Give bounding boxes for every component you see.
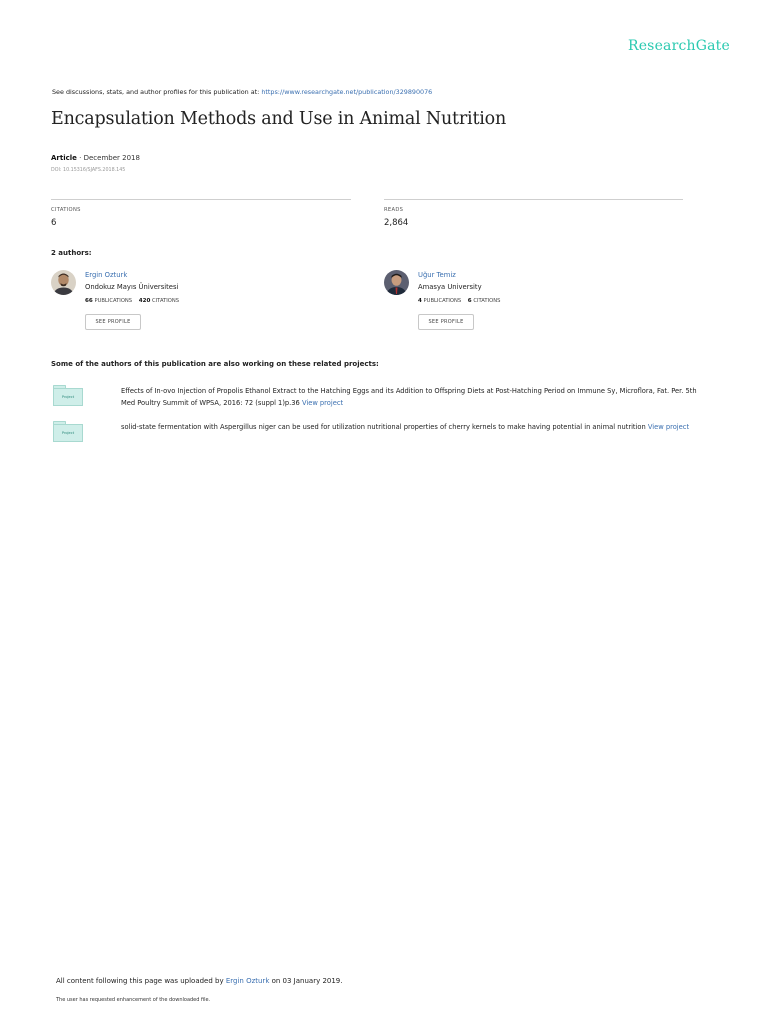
reads-divider: [384, 199, 683, 200]
author-citations-label: CITATIONS: [150, 298, 180, 304]
reads-label: READS: [384, 207, 404, 213]
publication-meta: [51, 154, 140, 162]
enhancement-note: The user has requested enhancement of the downloaded file.: [56, 997, 211, 1003]
reads-count: 2,864: [384, 218, 409, 228]
researchgate-logo[interactable]: ResearchGate: [627, 38, 730, 54]
avatar[interactable]: [51, 270, 76, 295]
citations-divider: [51, 199, 351, 200]
author-publications-count: 4: [418, 298, 422, 304]
upload-suffix: on 03 January 2019.: [269, 977, 343, 985]
project-title: solid-state fermentation with Aspergillus niger can be used for utilization nutritional properties of cherry kernels to make having potential in animal nutrition: [121, 423, 648, 431]
publication-url-link[interactable]: https://www.researchgate.net/publication/329890076: [261, 88, 433, 96]
author-stats: [418, 298, 500, 304]
related-projects-heading: Some of the authors of this publication are also working on these related projects:: [51, 360, 379, 368]
author-card: [51, 269, 351, 333]
see-profile-button[interactable]: SEE PROFILE: [85, 314, 141, 330]
author-publications-label: PUBLICATIONS: [92, 298, 133, 304]
citations-label: CITATIONS: [51, 207, 81, 213]
author-citations-count: 420: [138, 298, 151, 304]
discussions-prefix: See discussions, stats, and author profiles for this publication at:: [52, 88, 262, 96]
project-title: Effects of In-ovo Injection of Propolis Ethanol Extract to the Hatching Eggs and its Addition to Offspring Diets at Post-Hatching Period on Immune Sy, Microflora, Fat. Per. 5th Med Poultry Summit of WPSA, 2016: 72 (suppl 1)p.36: [121, 387, 697, 407]
author-name-link[interactable]: Ergin Ozturk: [85, 271, 128, 279]
upload-notice: [56, 977, 342, 985]
avatar[interactable]: [384, 270, 409, 295]
author-publications-label: PUBLICATIONS: [421, 298, 462, 304]
publication-doi: DOI: 10.15316/SJAFS.2018.145: [51, 168, 126, 173]
citations-count: 6: [51, 218, 57, 228]
author-name-link[interactable]: Uğur Temiz: [418, 271, 456, 279]
publication-type: Article: [51, 154, 77, 162]
author-card: [384, 269, 684, 333]
see-profile-button[interactable]: SEE PROFILE: [418, 314, 474, 330]
author-institution: Ondokuz Mayıs Üniversitesi: [85, 283, 179, 291]
author-institution: Amasya University: [418, 283, 482, 291]
project-icon-label: Project: [53, 388, 83, 406]
author-publications-count: 66: [85, 298, 93, 304]
authors-heading: 2 authors:: [51, 249, 92, 257]
view-project-link[interactable]: View project: [647, 423, 690, 431]
view-project-link[interactable]: View project: [301, 399, 344, 407]
upload-prefix: All content following this page was uploaded by: [56, 977, 226, 985]
project-description: [121, 385, 706, 409]
project-icon-label: Project: [53, 424, 83, 442]
publication-title: Encapsulation Methods and Use in Animal Nutrition: [51, 109, 507, 129]
uploader-link[interactable]: Ergin Ozturk: [225, 977, 270, 985]
project-folder-icon[interactable]: [53, 421, 83, 442]
author-citations-count: 6: [467, 298, 472, 304]
author-stats: [85, 298, 179, 304]
discussions-line: [52, 88, 432, 96]
author-citations-label: CITATIONS: [471, 298, 501, 304]
project-folder-icon[interactable]: [53, 385, 83, 406]
project-description: [121, 421, 706, 433]
publication-date: · December 2018: [76, 154, 140, 162]
